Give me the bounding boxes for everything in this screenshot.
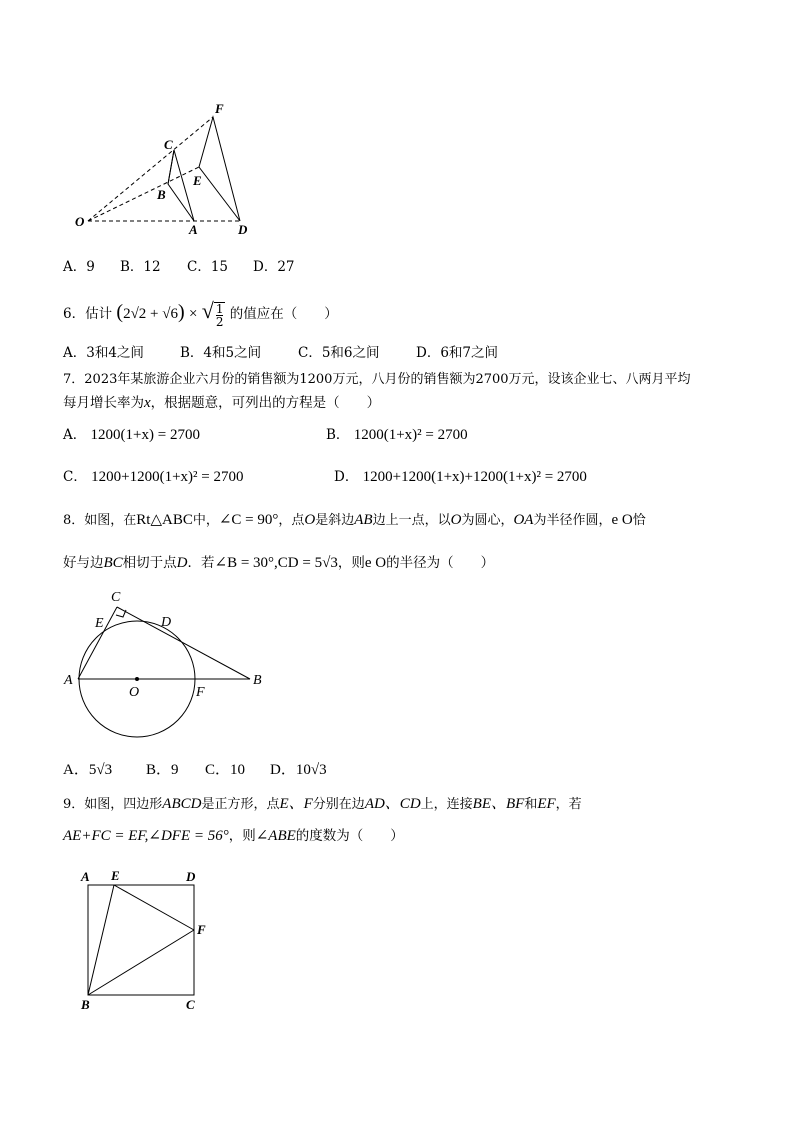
q7-option-b-label: B． bbox=[326, 427, 350, 443]
q9-t6: ，若 bbox=[555, 797, 582, 812]
q8-ab: AB bbox=[354, 512, 373, 528]
label-F: F bbox=[197, 922, 206, 937]
q6-suffix: 的值应在（ ） bbox=[229, 306, 338, 322]
label-A: A bbox=[81, 869, 90, 884]
q9-abe: ∠ABE bbox=[255, 828, 296, 844]
q7-text-a: 每月增长率为 bbox=[63, 395, 144, 411]
label-F: F bbox=[215, 101, 224, 116]
q6-frac-den: 2 bbox=[215, 314, 224, 329]
q9-stem-line1 bbox=[63, 794, 582, 815]
q9-cond: AE+FC = EF,∠DFE = 56° bbox=[63, 828, 229, 844]
figure-homothety bbox=[60, 95, 280, 245]
q8-angle-c: ∠C = 90° bbox=[218, 512, 279, 528]
q8-t7: 为半径作圆， bbox=[533, 513, 612, 528]
q7-option-a[interactable] bbox=[63, 425, 200, 445]
q8-t3: ，点 bbox=[278, 513, 305, 528]
q6-paren-close: ) bbox=[178, 301, 185, 323]
q9-efs: EF bbox=[537, 796, 556, 812]
q8-circ1: e O bbox=[611, 512, 633, 528]
q7-option-b[interactable] bbox=[326, 425, 468, 445]
q8-t6: 为圆心， bbox=[461, 513, 514, 528]
q8-bc: BC bbox=[103, 555, 123, 571]
q5-option-d[interactable]: D．27 bbox=[253, 259, 295, 275]
q7-option-a-eq: 1200(1+x) = 2700 bbox=[90, 427, 200, 443]
label-C: C bbox=[186, 997, 195, 1012]
q7-option-c-eq: 1200+1200(1+x)² = 2700 bbox=[91, 469, 244, 485]
q8-oa: OA bbox=[513, 512, 534, 528]
q8-t10: 相切于点 bbox=[122, 555, 177, 571]
label-C: C bbox=[164, 137, 173, 152]
label-O: O bbox=[129, 685, 140, 700]
q8-option-a[interactable]: A．5√3 bbox=[63, 762, 113, 778]
label-F: F bbox=[196, 685, 205, 700]
q9-t4: 上，连接 bbox=[420, 797, 473, 812]
q9-adcd: AD、CD bbox=[364, 796, 421, 812]
label-D: D bbox=[238, 222, 248, 237]
label-B: B bbox=[81, 997, 90, 1012]
label-E: E bbox=[111, 868, 120, 883]
q6-frac-num: 1 bbox=[215, 301, 224, 316]
q6-times: × bbox=[188, 306, 198, 322]
label-B: B bbox=[157, 187, 166, 202]
q7-var-x: x bbox=[144, 395, 151, 411]
q9-t8: 的度数为（ ） bbox=[295, 828, 404, 844]
q8-t2: 中， bbox=[192, 513, 219, 528]
q6-expr-a: 2√2 + √6 bbox=[123, 306, 178, 322]
q9-t1: 9．如图，四边形 bbox=[63, 797, 163, 812]
q5-option-a[interactable]: A．9 bbox=[63, 259, 95, 275]
q5-option-b[interactable]: B．12 bbox=[120, 259, 161, 275]
q6-option-c[interactable]: C．5和6之间 bbox=[298, 345, 380, 361]
label-D: D bbox=[161, 615, 172, 630]
q9-t5: 和 bbox=[524, 797, 538, 812]
q9-segs: BE、BF bbox=[472, 796, 525, 812]
label-B: B bbox=[253, 673, 262, 688]
label-A: A bbox=[64, 673, 73, 688]
label-E: E bbox=[95, 616, 104, 631]
q8-cond: ∠B = 30°,CD = 5√3 bbox=[214, 555, 338, 571]
q6-fraction bbox=[214, 302, 226, 328]
q9-stem-line2 bbox=[63, 826, 404, 846]
q9-t3: 分别在边 bbox=[312, 797, 365, 812]
q8-option-d[interactable]: D．10√3 bbox=[270, 762, 327, 778]
q8-tri: Rt△ABC bbox=[136, 512, 193, 528]
q8-d: D bbox=[176, 555, 188, 571]
q5-option-c[interactable]: C．15 bbox=[187, 259, 229, 275]
q6-paren-open: ( bbox=[116, 301, 124, 323]
label-A: A bbox=[189, 222, 198, 237]
q7-option-d-eq: 1200+1200(1+x)+1200(1+x)² = 2700 bbox=[362, 469, 587, 485]
q8-t4: 是斜边 bbox=[315, 513, 355, 528]
q9-t7: ，则 bbox=[228, 828, 256, 844]
q7-option-a-label: A． bbox=[63, 427, 87, 443]
label-O: O bbox=[75, 214, 85, 229]
q8-option-b[interactable]: B．9 bbox=[146, 762, 179, 778]
q8-stem-line2 bbox=[63, 553, 494, 573]
q8-stem-line1 bbox=[63, 510, 646, 531]
q6-stem bbox=[63, 300, 338, 328]
label-C: C bbox=[111, 590, 121, 605]
q8-t8: 恰 bbox=[632, 513, 646, 528]
q7-option-d-label: D． bbox=[334, 469, 359, 485]
q9-ef: E、F bbox=[279, 796, 313, 812]
q9-t2: 是正方形，点 bbox=[201, 797, 280, 812]
q7-stem-line2 bbox=[63, 393, 380, 413]
q8-option-c[interactable]: C．10 bbox=[205, 762, 246, 778]
q7-option-c-label: C． bbox=[63, 469, 87, 485]
q7-option-c[interactable] bbox=[63, 467, 244, 487]
q8-t13: 的半径为（ ） bbox=[386, 555, 495, 571]
q8-t9: 好与边 bbox=[63, 555, 104, 571]
center-dot bbox=[135, 677, 139, 681]
label-E: E bbox=[193, 173, 202, 188]
label-D: D bbox=[186, 869, 196, 884]
figure-square bbox=[75, 865, 215, 1015]
q7-text-b: ，根据题意，可列出的方程是（ ） bbox=[150, 395, 381, 411]
q8-circ2: e O bbox=[364, 555, 387, 571]
q6-sqrt-sign: √ bbox=[201, 298, 214, 323]
q7-option-d[interactable] bbox=[334, 467, 587, 487]
q6-option-b[interactable]: B．4和5之间 bbox=[180, 345, 262, 361]
q7-stem-line1: 7．2023年某旅游企业六月份的销售额为1200万元，八月份的销售额为2700万元，设该企业七、八两月平均 bbox=[63, 372, 691, 387]
q7-option-b-eq: 1200(1+x)² = 2700 bbox=[353, 427, 468, 443]
q6-option-a[interactable]: A．3和4之间 bbox=[63, 345, 144, 361]
figure-circle-tangent bbox=[60, 585, 270, 760]
q6-prefix: 6．估计 bbox=[63, 306, 113, 322]
q8-t1: 8．如图，在 bbox=[63, 513, 137, 528]
q8-o1: O bbox=[304, 512, 316, 528]
q8-o2: O bbox=[450, 512, 462, 528]
q8-t12: ，则 bbox=[337, 555, 365, 571]
q9-abcd: ABCD bbox=[162, 796, 202, 812]
q8-t11: ．若 bbox=[187, 555, 215, 571]
q6-option-d[interactable]: D．6和7之间 bbox=[416, 345, 499, 361]
q8-t5: 边上一点，以 bbox=[372, 513, 451, 528]
